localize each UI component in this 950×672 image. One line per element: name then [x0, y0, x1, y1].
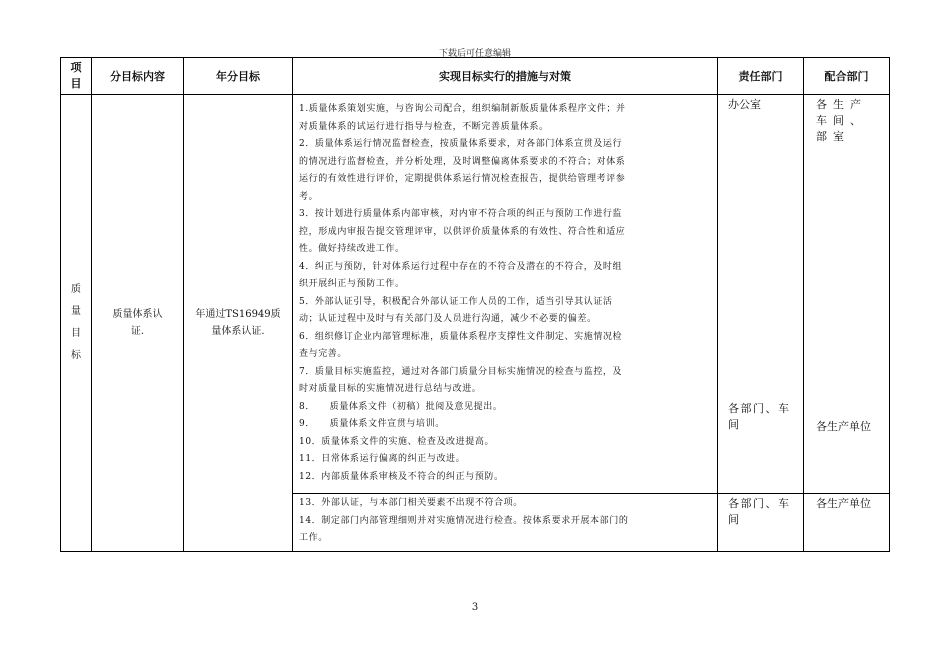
measures-cell-a — [293, 95, 718, 494]
measures-list-b — [293, 494, 717, 548]
header-sub-goal: 分目标内容 — [92, 58, 184, 95]
header-measures: 实现目标实行的措施与对策 — [293, 58, 718, 95]
measure-line: 查与完善。 — [299, 349, 348, 359]
responsible-b: 各部门、车间 — [728, 497, 791, 526]
measure-line: 4．纠正与预防，针对体系运行过程中存在的不符合及潜在的不符合，及时组 — [299, 261, 623, 272]
measure-line: 运行的有效性进行评价，定期提供体系运行情况检查报告，提供给管理考评参 — [299, 174, 626, 184]
sub-goal-cell — [92, 95, 184, 552]
measure-line: 11．日常体系运行偏离的纠正与改进。 — [299, 454, 466, 464]
measure-line: 10．质量体系文件的实施、检查及改进提高。 — [299, 436, 495, 447]
measures-cell-b — [293, 494, 718, 552]
responsible-cell-a — [718, 95, 804, 494]
measure-line: 12．内部质量体系审核及不符合的纠正与预防。 — [299, 471, 504, 482]
cooperating-cell-b — [804, 494, 890, 552]
measure-line: 13．外部认证，与本部门相关要素不出现不符合项。 — [299, 498, 523, 508]
row-a — [61, 95, 890, 494]
responsible-a-top: 办公室 — [728, 98, 761, 111]
sub-goal-text: 质量体系认证. — [112, 309, 163, 337]
measure-line: 3．按计划进行质量体系内部审核，对内审不符合项的纠正与预防工作进行监 — [299, 209, 623, 219]
cooperating-b: 各生产单位 — [816, 497, 871, 510]
measure-line: 8． 质量体系文件（初稿）批阅及意见提出。 — [299, 401, 503, 412]
measure-line: 6．组织修订企业内部管理标准，质量体系程序支撑性文件制定、实施情况检 — [299, 331, 623, 342]
measure-line: 5．外部认证引导，积极配合外部认证工作人员的工作，适当引导其认证活 — [299, 296, 613, 307]
download-note: 下载后可任意编辑 — [438, 49, 511, 59]
header-cooperating: 配合部门 — [804, 58, 890, 95]
responsible-cell-b — [718, 494, 804, 552]
header-responsible: 责任部门 — [718, 58, 804, 95]
measure-line: 性。做好持续改进工作。 — [299, 244, 405, 254]
measure-line: 织开展纠正与预防工作。 — [299, 279, 405, 289]
measure-line: 的情况进行监督检查，并分析处理，及时调整偏离体系要求的不符合；对体系 — [299, 156, 626, 167]
cooperating-cell-a — [804, 95, 890, 494]
measure-line: 考。 — [299, 191, 319, 202]
measure-line: 控，形成内审报告提交管理评审，以供评价质量体系的有效性、符合性和适应 — [299, 226, 626, 237]
cooperating-a-top: 各生产车间、部室 — [816, 98, 867, 143]
measure-line: 工作。 — [299, 533, 328, 543]
responsible-a-mid: 各部门、车间 — [728, 402, 791, 431]
project-cell — [61, 95, 92, 552]
header-row — [61, 58, 890, 95]
header-annual-goal: 年分目标 — [184, 58, 293, 95]
measure-line: 14．制定部门内部管理细则并对实施情况进行检查。按体系要求开展本部门的 — [299, 515, 629, 526]
measure-line: 动；认证过程中及时与有关部门及人员进行沟通，减少不必要的偏差。 — [299, 314, 597, 324]
measure-line: 9． 质量体系文件宣贯与培训。 — [299, 419, 445, 429]
measure-line: 时对质量目标的实施情况进行总结与改进。 — [299, 384, 482, 394]
annual-goal-cell — [184, 95, 293, 552]
measure-line: 1.质量体系策划实施，与咨询公司配合，组织编制新版质量体系程序文件；并 — [299, 104, 626, 114]
page-number: 3 — [471, 602, 479, 613]
quality-goal-table — [60, 57, 890, 552]
header-project-text: 项目 — [70, 61, 82, 90]
measure-line: 7．质量目标实施监控，通过对各部门质量分目标实施情况的检查与监控，及 — [299, 366, 623, 377]
measures-list-a — [293, 95, 717, 486]
measure-line: 2．质量体系运行情况监督检查，按质量体系要求，对各部门体系宣贯及运行 — [299, 139, 623, 149]
project-text: 质量目标 — [71, 284, 81, 361]
measure-line: 对质量体系的试运行进行指导与检查，不断完善质量体系。 — [299, 121, 549, 132]
cooperating-a-mid: 各生产单位 — [816, 420, 871, 433]
annual-goal-text: 年通过TS16949质量体系认证. — [195, 309, 281, 337]
header-project — [61, 58, 92, 95]
